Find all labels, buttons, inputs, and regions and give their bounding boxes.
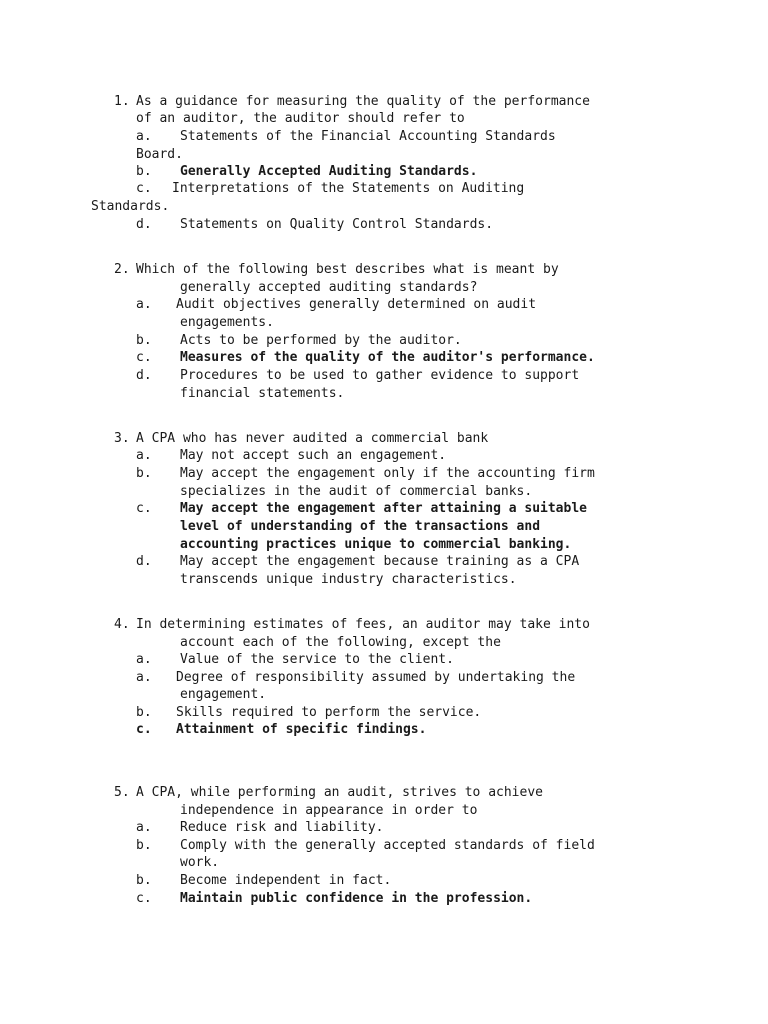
option-text: engagements. [180,315,274,330]
option-text: May accept the engagement because training as a CPA [180,554,580,569]
option-letter: a. [136,652,152,667]
question-stem-line: A CPA who has never audited a commercial bank [136,431,489,446]
correct-option-text: accounting practices unique to commercial banking. [180,537,572,552]
option-text: work. [180,855,220,870]
correct-option-text: Generally Accepted Auditing Standards. [180,164,478,179]
option-text: May accept the engagement only if the accounting firm [180,466,595,481]
question-number: 3. [114,431,130,446]
question-stem-line: of an auditor, the auditor should refer to [136,111,465,126]
question-number: 2. [114,262,130,277]
option-text: Become independent in fact. [180,873,392,888]
option-letter: a. [136,448,152,463]
option-text: Reduce risk and liability. [180,820,384,835]
option-letter: b. [136,333,152,348]
option-letter: b. [136,873,152,888]
option-letter: c. [136,722,152,737]
correct-option-text: May accept the engagement after attaining a suitable [180,501,587,516]
option-letter: a. [136,670,152,685]
option-text: May not accept such an engagement. [180,448,447,463]
option-text: Comply with the generally accepted standards of field [180,838,595,853]
option-text: financial statements. [180,386,345,401]
question-number: 5. [114,785,130,800]
option-letter: d. [136,368,152,383]
question-stem-line: In determining estimates of fees, an auditor may take into [136,617,590,632]
option-letter: a. [136,820,152,835]
question-stem-line: independence in appearance in order to [180,803,478,818]
option-letter: c. [136,501,152,516]
option-text: Standards. [91,199,170,214]
option-text: Value of the service to the client. [180,652,454,667]
question-number: 1. [114,94,130,109]
option-letter: a. [136,297,152,312]
option-text: Degree of responsibility assumed by undertaking the [176,670,576,685]
option-letter: b. [136,164,152,179]
question-number: 4. [114,617,130,632]
option-letter: d. [136,217,152,232]
question-stem-line: As a guidance for measuring the quality of the performance [136,94,590,109]
question-stem-line: Which of the following best describes what is meant by [136,262,559,277]
option-text: specializes in the audit of commercial banks. [180,484,533,499]
option-letter: d. [136,554,152,569]
option-text: transcends unique industry characteristics. [180,572,517,587]
correct-option-text: Maintain public confidence in the profession. [180,891,533,906]
question-stem-line: A CPA, while performing an audit, strives to achieve [136,785,543,800]
question-stem-line: generally accepted auditing standards? [180,280,478,295]
correct-option-text: Attainment of specific findings. [176,722,427,737]
option-text: Acts to be performed by the auditor. [180,333,462,348]
option-text: engagement. [180,687,267,702]
option-text: Interpretations of the Statements on Auditing [172,181,525,196]
option-text: Audit objectives generally determined on audit [176,297,537,312]
option-letter: a. [136,129,152,144]
option-letter: c. [136,181,152,196]
correct-option-text: level of understanding of the transactions and [180,519,541,534]
option-letter: c. [136,350,152,365]
option-letter: b. [136,705,152,720]
option-text: Board. [136,147,183,162]
option-text: Procedures to be used to gather evidence to support [180,368,580,383]
option-letter: c. [136,891,152,906]
question-stem-line: account each of the following, except the [180,635,501,650]
option-text: Statements on Quality Control Standards. [180,217,494,232]
option-text: Statements of the Financial Accounting Standards [180,129,556,144]
option-letter: b. [136,838,152,853]
option-letter: b. [136,466,152,481]
option-text: Skills required to perform the service. [176,705,482,720]
correct-option-text: Measures of the quality of the auditor's performance. [180,350,595,365]
